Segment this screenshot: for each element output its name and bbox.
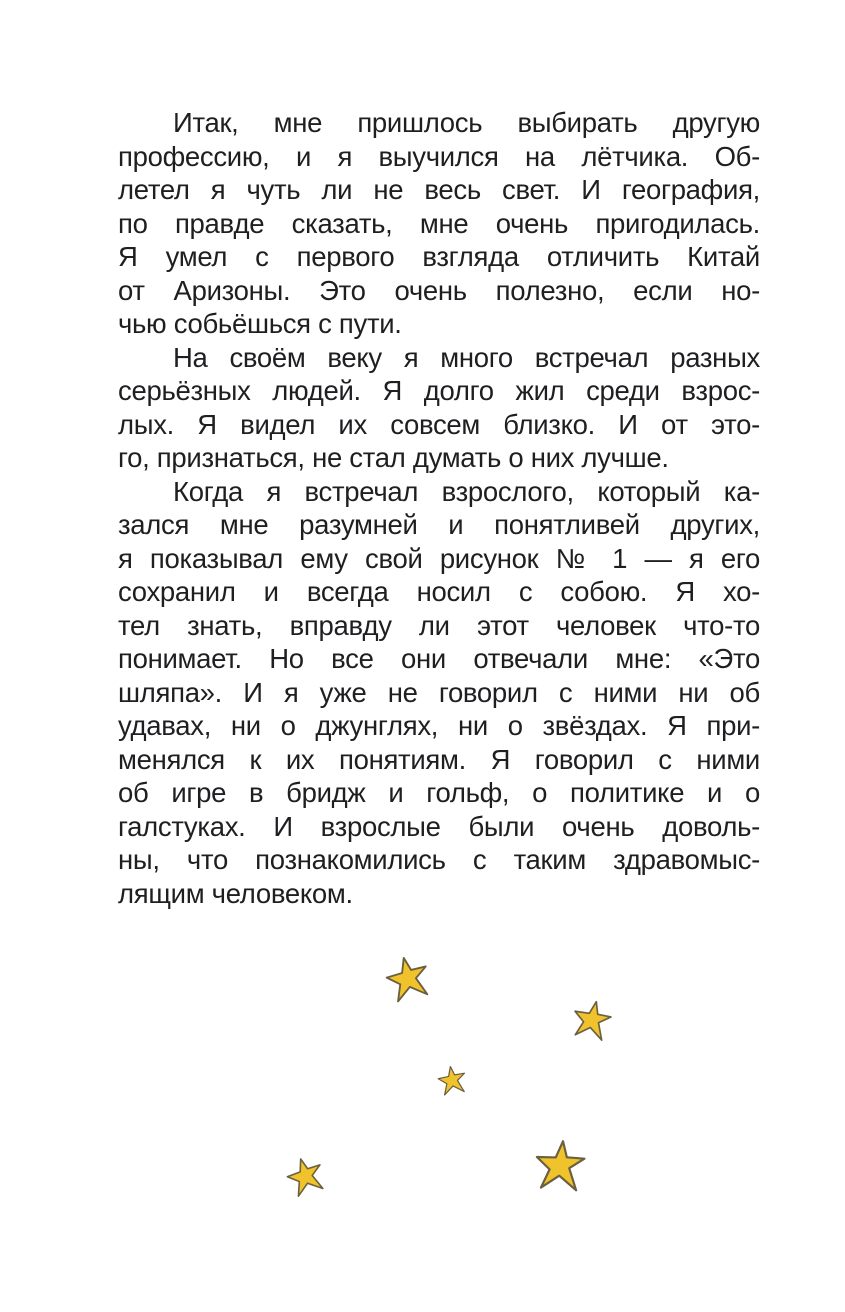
text-line: тел знать, вправду ли этот человек что-то: [118, 609, 760, 641]
text-line: менялся к их понятиям. Я говорил с ними: [118, 743, 760, 775]
text-line: от Аризоны. Это очень полезно, если но-: [118, 274, 760, 306]
text-line: сохранил и всегда носил с собою. Я хо-: [118, 576, 760, 607]
star-icon: [529, 1134, 592, 1199]
text-line: удавах, ни о джунглях, ни о звёздах. Я при-: [118, 710, 760, 741]
text-line: ны, что познакомились с таким здравомыс-: [118, 844, 760, 875]
text-line: лящим человеком.: [118, 877, 353, 909]
text-line: Я умел с первого взгляда отличить Китай: [118, 241, 760, 272]
text-line: Итак, мне пришлось выбирать другую: [173, 107, 760, 138]
star-icon: [563, 995, 620, 1048]
text-line: по правде сказать, мне очень пригодилась.: [118, 207, 760, 239]
paragraph: [118, 475, 760, 911]
star-icon: [381, 952, 435, 1006]
text-line: об игре в бридж и гольф, о политике и о: [118, 777, 760, 808]
text-line: понимает. Но все они отвечали мне: «Это: [118, 643, 760, 674]
text-line: чью собьёшься с пути.: [118, 308, 402, 339]
text-line: профессию, и я выучился на лётчика. Об-: [118, 140, 760, 172]
text-line: шляпа». И я уже не говорил с ними ни об: [118, 676, 760, 708]
paragraph: [118, 106, 760, 341]
paragraph: [118, 341, 760, 475]
text-line: я показывал ему свой рисунок № 1 — я его: [118, 542, 760, 574]
star-icon: [282, 1152, 331, 1202]
text-line: го, признаться, не стал думать о них лучше.: [118, 442, 669, 473]
star-icon: [435, 1062, 469, 1099]
text-line: зался мне разумней и понятливей других,: [118, 509, 760, 540]
story-text-block: [118, 106, 760, 910]
text-line: серьёзных людей. Я долго жил среди взрос-: [118, 375, 760, 406]
text-line: лых. Я видел их совсем близко. И от это-: [118, 408, 760, 440]
text-line: Когда я встречал взрослого, который ка-: [173, 475, 760, 507]
text-line: летел я чуть ли не весь свет. И география,: [118, 174, 760, 205]
text-line: галстуках. И взрослые были очень доволь-: [118, 810, 760, 842]
text-line: На своём веку я много встречал разных: [173, 341, 760, 373]
